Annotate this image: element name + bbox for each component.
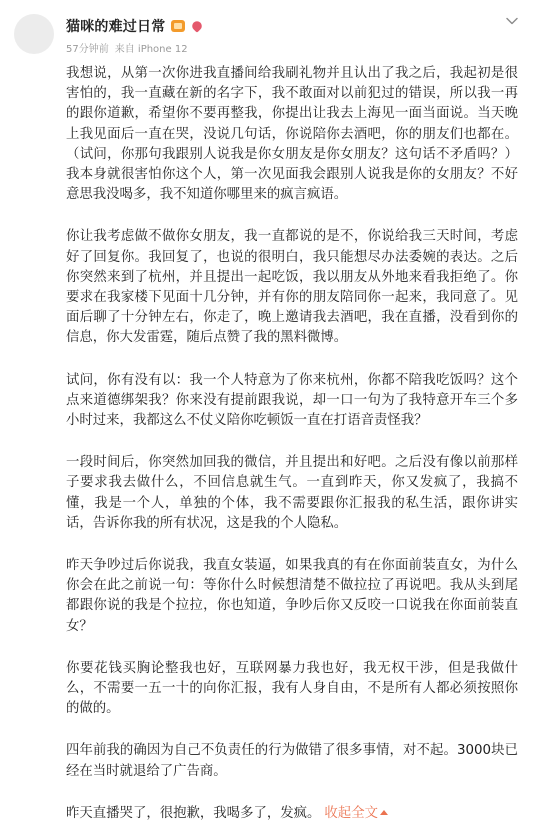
post-time: 57分钟前 xyxy=(66,44,109,55)
post-paragraph: 试问，你有没有以：我一个人特意为了你来杭州，你都不陪我吃饭吗？这个点来道德绑架我？你来没有提前跟我说，却一口一句为了我特意开车三个多小时过来，我都这么不仗义陪你吃顿饭一直在打语音责怪我？ xyxy=(66,372,518,429)
post-paragraph: 四年前我的确因为自己不负责任的行为做错了很多事情，对不起。3000块已经在当时就退给了广告商。 xyxy=(66,743,518,779)
vip-crown-icon[interactable] xyxy=(171,20,185,32)
post-body xyxy=(66,64,518,824)
post-paragraph-text: 昨天直播哭了，很抱歉，我喝多了，发疯。 xyxy=(66,805,321,821)
post-paragraph: 你让我考虑做不做你女朋友，我一直都说的是不，你说给我三天时间，考虑好了回复你。我回复了，也说的很明白，我只能想尽办法委婉的表达。之后你突然来到了杭州，并且提出一起吃饭，我以朋友从外地来看我拒绝了。你要求在我家楼下见面十几分钟，并有你的朋友陪同你一起来，我同意了。见面后聊了十分钟左右，你走了，晚上邀请我去酒吧，我在直播，没看到你的信息，你大发雷霆，随后点赞了我的黑料微博。 xyxy=(66,229,518,346)
post-paragraph: 我想说，从第一次你进我直播间给我刷礼物并且认出了我之后，我起初是很害怕的，我一直藏在新的名字下，我不敢面对以前犯过的错误，所以我一再的跟你道歉，希望你不要再整我，你提出让我去上海见一面当面说。当天晚上我见面后一直在哭，没说几句话，你说陪你去酒吧，你的朋友们也都在。（试问，你那句我跟别人说我是你女朋友是你女朋友？这句话不矛盾吗？）我本身就很害怕你这个人，第一次见面我会跟别人说我是你的女朋友？不好意思我没喝多，我不知道你哪里来的疯言疯语。 xyxy=(66,66,518,203)
chevron-down-icon[interactable] xyxy=(505,14,519,28)
fan-heart-icon[interactable] xyxy=(191,19,205,33)
post-meta xyxy=(66,40,188,55)
post-paragraph: 一段时间后，你突然加回我的微信，并且提出和好吧。之后没有像以前那样子要求我去做什么，不回信息就生气。一直到昨天，你又发疯了，我搞不懂，我是一个人，单独的个体，我不需要跟你汇报我的私生活，跟你讲实话，告诉你我的所有状况，这是我的个人隐私。 xyxy=(66,455,518,531)
collapse-label[interactable]: 收起全文 xyxy=(324,805,378,821)
author-name[interactable]: 猫咪的难过日常 xyxy=(66,19,166,35)
author-row xyxy=(66,16,203,36)
chevron-up-icon[interactable] xyxy=(380,810,388,815)
avatar[interactable] xyxy=(14,14,54,54)
post-header xyxy=(0,0,537,66)
post-paragraph: 你要花钱买胸论整我也好，互联网暴力我也好，我无权干涉，但是我做什么，不需要一五一十的向你汇报，我有人身自由，不是所有人都必须按照你的做的。 xyxy=(66,660,518,717)
collapse-full-text-link[interactable] xyxy=(324,806,388,821)
post-paragraph: 昨天争吵过后你说我，我直女装逼，如果我真的有在你面前装直女，为什么你会在此之前说一句：等你什么时候想清楚不做拉拉了再说吧。我从头到尾都跟你说的我是个拉拉，你也知道，争吵后你又反咬一口说我在你面前装直女？ xyxy=(66,558,518,634)
post-paragraph-last xyxy=(66,804,518,824)
post-source: 来自 iPhone 12 xyxy=(114,44,188,55)
